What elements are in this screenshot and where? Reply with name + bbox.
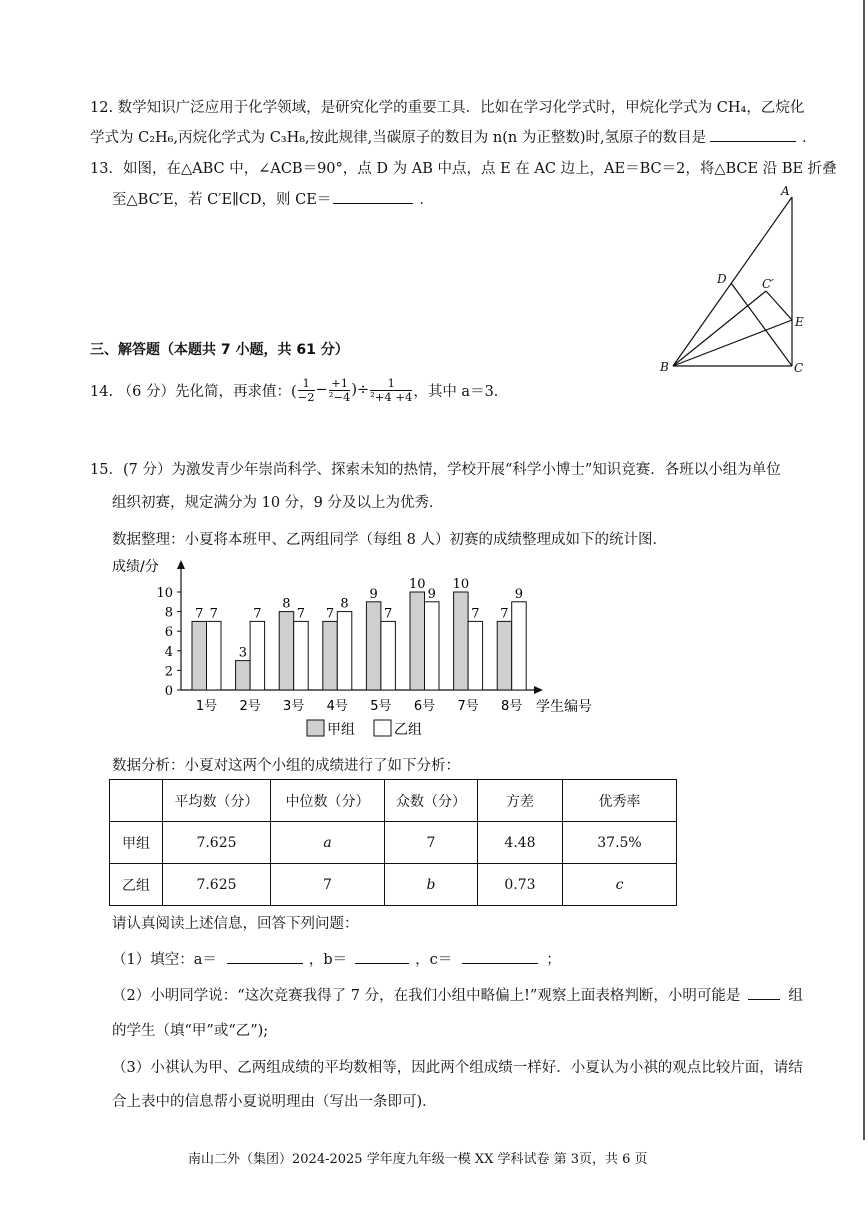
data-label: 9: [369, 586, 378, 602]
bar-yi: [468, 621, 483, 690]
table-cell: 7: [385, 822, 478, 864]
y-axis-title: 成绩/分: [112, 559, 159, 575]
table-cell: c: [563, 864, 677, 906]
table-cell: 7: [271, 864, 385, 906]
table-row: [110, 864, 677, 906]
x-axis-arrow: [534, 686, 543, 694]
bar-jia: [192, 621, 207, 690]
q12-answer-blank[interactable]: [710, 127, 796, 142]
stats-table: [109, 779, 677, 906]
x-tick-label: 4号: [326, 699, 348, 714]
table-header-cell: 方差: [478, 780, 563, 822]
line-BCp: [673, 291, 766, 366]
x-tick-label: 2号: [239, 699, 261, 714]
sub1-a-label: （1）填空：a＝: [112, 952, 217, 968]
q15-sub3-line2: 合上表中的信息帮小夏说明理由（写出一条即可)．: [112, 1094, 437, 1110]
label-E: E: [795, 315, 804, 329]
bar-yi: [425, 602, 440, 690]
y-tick-label: 0: [164, 684, 173, 699]
bar-yi: [512, 602, 527, 690]
data-label: 9: [427, 586, 436, 602]
score-bar-chart: [100, 552, 620, 747]
bar-jia: [323, 621, 338, 690]
q12-line2-text: 学式为 C₂H₆,丙烷化学式为 C₃H₈,按此规律,当碳原子的数目为 n(n 为正整数)时,氢原子的数目是: [90, 130, 707, 146]
bar-jia: [236, 661, 251, 690]
q13-answer-blank[interactable]: [333, 189, 413, 204]
q14-div: )÷: [351, 382, 370, 398]
y-tick-label: 4: [164, 644, 173, 660]
bar-jia: [410, 592, 425, 690]
q15-data-org: 数据整理：小夏将本班甲、乙两组同学（每组 8 人）初赛的成绩整理成如下的统计图．: [112, 532, 667, 548]
q15-sub2-line1: [112, 984, 803, 1005]
q13-line1: 13．如图，在△ABC 中，∠ACB＝90°，点 D 为 AB 中点，点 E 在 AC 边上，AE＝BC＝2，将△BCE 沿 BE 折叠: [90, 161, 837, 177]
q13-line2-text: 至△BC′E，若 C′E∥CD，则 CE＝: [112, 192, 332, 208]
label-B: B: [660, 360, 669, 374]
page-edge-line: [863, 0, 865, 1140]
table-cell: a: [271, 822, 385, 864]
bar-jia: [497, 621, 512, 690]
q13-line2: [112, 188, 434, 209]
q15-data-analysis: 数据分析：小夏对这两个小组的成绩进行了如下分析：: [112, 758, 460, 774]
x-axis-title: 学生编号: [536, 699, 592, 715]
q15-line2: 组织初赛，规定满分为 10 分，9 分及以上为优秀．: [112, 495, 444, 511]
y-axis-arrow: [177, 560, 185, 569]
sub1-b-label: ，b＝: [308, 952, 348, 968]
bar-jia: [366, 602, 381, 690]
table-cell: 4.48: [478, 822, 563, 864]
q14-line: [90, 375, 508, 405]
table-cell: 37.5%: [563, 822, 677, 864]
table-cell: 7.625: [163, 822, 271, 864]
q15-read-prompt: 请认真阅读上述信息，回答下列问题：: [112, 916, 359, 932]
q12-line1: 12. 数学知识广泛应用于化学领域，是研究化学的重要工具．比如在学习化学式时，甲烷化学式为 CH₄，乙烷化: [90, 100, 805, 116]
answer-blank-b[interactable]: [355, 949, 409, 964]
table-cell: 0.73: [478, 864, 563, 906]
q15-sub2-line2: 的学生（填“甲”或“乙”);: [112, 1023, 269, 1039]
x-tick-label: 8号: [501, 699, 523, 714]
q15-sub3-line1: （3）小祺认为甲、乙两组成绩的平均数相等，因此两个组成绩一样好．小夏认为小祺的观点比较片面，请结: [112, 1060, 803, 1076]
y-tick-label: 6: [164, 625, 173, 641]
y-tick-label: 8: [164, 605, 173, 621]
line-CpE: [766, 291, 792, 320]
table-cell: 甲组: [110, 822, 163, 864]
bar-yi: [294, 621, 309, 690]
data-label: 7: [500, 606, 509, 622]
q14-prefix: 14. （6 分）先化简，再求值：(: [90, 383, 297, 400]
bar-yi: [337, 612, 352, 690]
y-tick-label: 10: [156, 586, 173, 601]
line-AB: [673, 197, 792, 366]
table-cell: b: [385, 864, 478, 906]
legend-swatch: [307, 720, 324, 736]
data-label: 7: [209, 606, 218, 622]
q12-end: ．: [802, 130, 817, 146]
data-label: 7: [325, 606, 335, 622]
data-label: 7: [253, 606, 262, 622]
data-label: 7: [195, 606, 204, 622]
answer-blank-a[interactable]: [227, 949, 303, 964]
bar-jia: [279, 612, 294, 690]
table-header-cell: 平均数（分）: [163, 780, 271, 822]
data-label: 8: [282, 596, 291, 612]
section3-title: 三、解答题（本题共 7 小题，共 61 分）: [90, 342, 349, 358]
table-row: [110, 822, 677, 864]
x-tick-label: 6号: [413, 699, 436, 714]
page-footer: 南山二外（集团）2024-2025 学年度九年级一模 XX 学科试卷 第 3页，共 6 页: [188, 1152, 648, 1167]
legend-label: 甲组: [327, 722, 355, 738]
q15-sub1: [112, 948, 561, 969]
data-label: 7: [296, 606, 306, 622]
bar-jia: [454, 592, 469, 690]
label-A: A: [781, 184, 790, 198]
legend-swatch: [374, 720, 391, 736]
line-BE: [673, 320, 792, 366]
label-D: D: [717, 272, 727, 286]
bar-yi: [250, 621, 265, 690]
table-header-cell: 众数（分）: [385, 780, 478, 822]
y-tick-label: 2: [164, 664, 173, 680]
label-C: C: [794, 361, 804, 375]
bar-yi: [207, 621, 222, 690]
table-header-cell: 中位数（分）: [271, 780, 385, 822]
line-DC: [731, 283, 792, 366]
data-label: 9: [514, 586, 524, 602]
q14-suffix: ，其中 a＝3．: [413, 383, 509, 400]
table-cell: 7.625: [163, 864, 271, 906]
answer-blank-group[interactable]: [748, 985, 780, 1000]
label-Cprime: C′: [762, 277, 774, 291]
q14-frac3: $\frac{1}{\text{²+4 +4}}$: [370, 375, 413, 404]
q14-minus: −: [315, 382, 328, 398]
data-label: 7: [384, 606, 393, 622]
table-header-row: [110, 780, 677, 822]
q14-frac2: $\frac{+1}{\text{²−4}}$: [328, 375, 351, 404]
sub2-text: （2）小明同学说：“这次竞赛我得了 7 分，在我们小组中略偏上!”观察上面表格判断，小明可能是: [112, 988, 741, 1004]
sub1-c-label: ，c＝: [415, 952, 453, 968]
table-header-cell: 优秀率: [563, 780, 677, 822]
q15-line1: 15．(7 分）为激发青少年崇尚科学、探索未知的热情，学校开展“科学小博士”知识竞赛．各班以小组为单位: [90, 462, 781, 478]
data-label: 8: [340, 596, 349, 612]
sub1-end: ；: [546, 952, 561, 968]
answer-blank-c[interactable]: [462, 949, 538, 964]
x-tick-label: 3号: [283, 699, 305, 714]
table-header-cell: [110, 780, 163, 822]
triangle-figure: [650, 180, 820, 380]
data-label: 10: [408, 577, 426, 592]
data-label: 10: [452, 577, 470, 592]
q13-end: ．: [419, 192, 434, 208]
data-label: 3: [238, 645, 247, 661]
x-tick-label: 7号: [457, 699, 479, 714]
q14-frac1: $\frac{1}{-2}$: [297, 375, 315, 404]
legend-label: 乙组: [394, 722, 422, 738]
x-tick-label: 1号: [195, 699, 218, 714]
sub2-end: 组: [788, 988, 803, 1004]
x-tick-label: 5号: [370, 699, 392, 714]
bar-yi: [381, 621, 396, 690]
data-label: 7: [471, 606, 480, 622]
q12-line2: [90, 126, 817, 147]
table-cell: 乙组: [110, 864, 163, 906]
